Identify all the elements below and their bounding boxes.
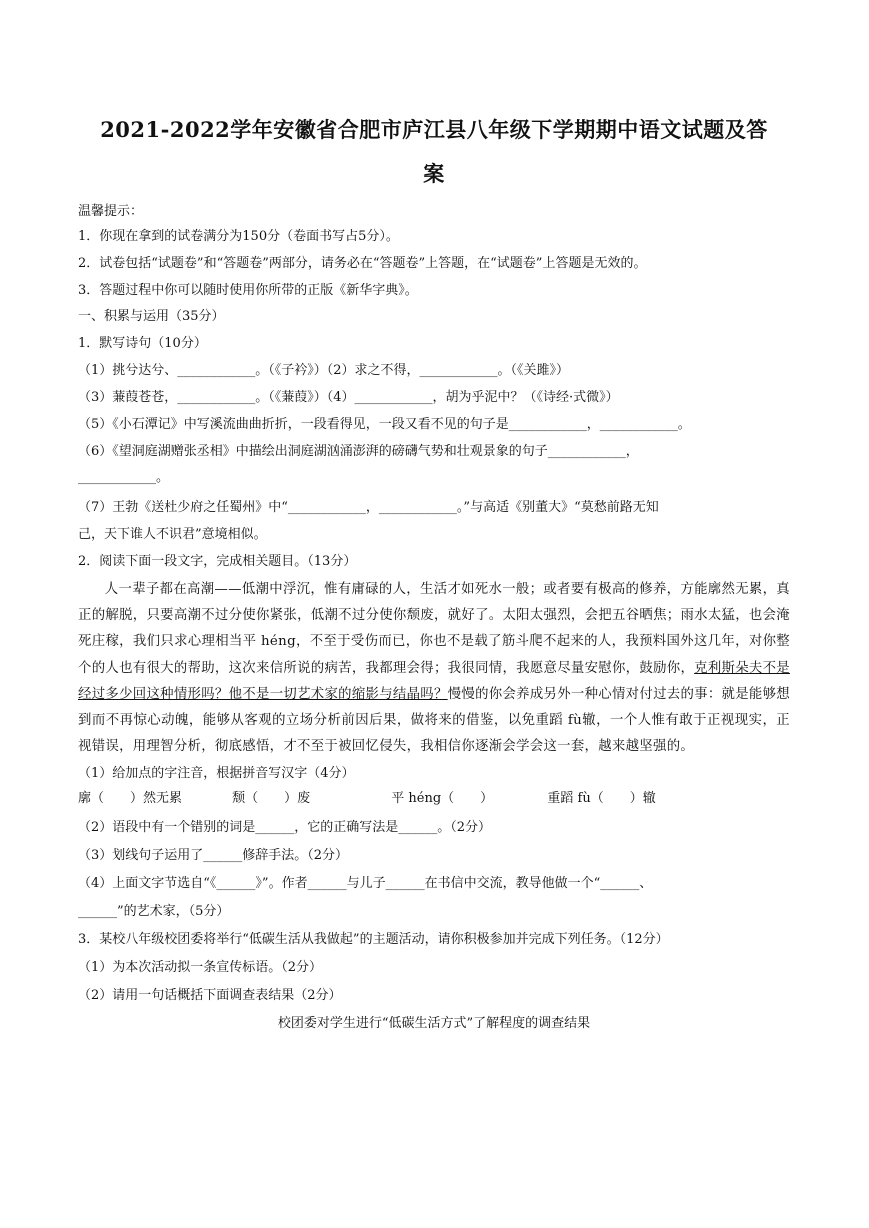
question-2-sub3: （3）划线句子运用了______修辞手法。（2分） — [78, 848, 349, 864]
question-1-line: （5）《小石潭记》中写溪流曲曲折折，一段看得见，一段又看不见的句子是____________，____________。 — [78, 417, 691, 432]
pinyin-item: 平 héng（ ） — [391, 791, 494, 807]
question-1-line: （1）挑兮达兮、____________。（《子衿》）（2）求之不得，____________。（《关雎》） — [78, 363, 570, 378]
question-3-sub1: （1）为本次活动拟一条宣传标语。（2分） — [78, 960, 323, 976]
question-2-sub4: （4）上面文字节选自“《______》”。作者______与儿子______在书信中交流，教导他做一个“______、 — [78, 876, 653, 892]
question-2-heading: 2．阅读下面一段文字，完成相关题目。（13分） — [78, 554, 357, 569]
document-title-line1: 2021-2022学年安徽省合肥市庐江县八年级下学期期中语文试题及答 — [100, 117, 768, 142]
tip-item: 3．答题过程中你可以随时使用你所带的正版《新华字典》。 — [78, 283, 418, 298]
question-1-line: ____________。 — [78, 470, 170, 485]
question-2-sub2: （2）语段中有一个错别的词是______，它的正确写法是______。（2分） — [78, 820, 492, 836]
pinyin-item: 廓（ ）然无累 — [78, 791, 183, 807]
question-2-sub1: （1）给加点的字注音，根据拼音写汉字（4分） — [78, 766, 355, 782]
pinyin-items-row — [78, 787, 790, 810]
tips-heading: 温馨提示： — [78, 204, 144, 219]
passage-text-before: 人一辈子都在高潮——低潮中浮沉，惟有庸碌的人，生活才如死水一般；或者要有极高的修养，方能廓然无累，真正的解脱，只要高潮不过分使你紧张，低潮不过分使你颓废，就好了。太阳太强烈，会把五谷晒焦；雨水太猛，也会淹死庄稼，我们只求心理相当平 héng，不至于受伤而已，你也不是载了筋斗爬不起来的人，我预料国外这几年，对你整个的人也有很大的帮助，这次来信所说的病苦，我都理会得；我很同情，我愿意尽量安慰你，鼓励你， — [78, 582, 790, 676]
reading-passage — [78, 577, 790, 760]
section-heading: 一、积累与运用（35分） — [78, 309, 225, 324]
question-1-line: （3）蒹葭苍苍，____________。（《蒹葭》）（4）____________，胡为乎泥中？（《诗经·式微》） — [78, 390, 619, 405]
document-title-line2: 案 — [423, 161, 445, 186]
survey-table-caption: 校团委对学生进行“低碳生活方式”了解程度的调查结果 — [277, 1016, 591, 1032]
question-1-heading: 1．默写诗句（10分） — [78, 336, 207, 351]
question-2-sub4-cont: ______”的艺术家，（5分） — [78, 904, 230, 920]
tip-item: 1．你现在拿到的试卷满分为150分（卷面书写占5分）。 — [78, 229, 399, 244]
document-page — [78, 108, 790, 1035]
pinyin-item: 重蹈 fù（ ）辙 — [547, 791, 656, 807]
tip-item: 2．试卷包括“试题卷”和“答题卷”两部分，请务必在“答题卷”上答题，在“试题卷”上答题是无效的。 — [78, 256, 647, 271]
question-3-heading: 3．某校八年级校团委将举行“低碳生活从我做起”的主题活动，请你积极参加并完成下列任务。（12分） — [78, 932, 669, 948]
question-1-line: （7）王勃《送杜少府之任蜀州》中“____________，____________。”与高适《别董大》“莫愁前路无知 — [78, 500, 659, 515]
passage-text-after: 慢慢的你会养成另外一种心情对付过去的事：就是能够想到而不再惊心动魄，能够从客观的立场分析前因后果，做将来的借鉴，以免重蹈 fù辙，一个人惟有敢于正视现实，正视错误，用理智分析，彻底感悟，才不至于被回忆侵失，我相信你逐渐会学会这一套，越来越坚强的。 — [78, 686, 790, 755]
question-1-line: 己，天下谁人不识君”意境相似。 — [78, 527, 267, 542]
pinyin-item: 颓（ ）废 — [232, 791, 311, 807]
underlined-sentence: 克利斯朵夫不是经过多少回这种情形吗？他不是一切艺术家的缩影与结晶吗？ — [78, 660, 790, 702]
question-3-sub2: （2）请用一句话概括下面调查表结果（2分） — [78, 988, 342, 1004]
question-1-line: （6）《望洞庭湖赠张丞相》中描绘出洞庭湖汹涌澎湃的磅礴气势和壮观景象的句子____________， — [78, 444, 639, 459]
